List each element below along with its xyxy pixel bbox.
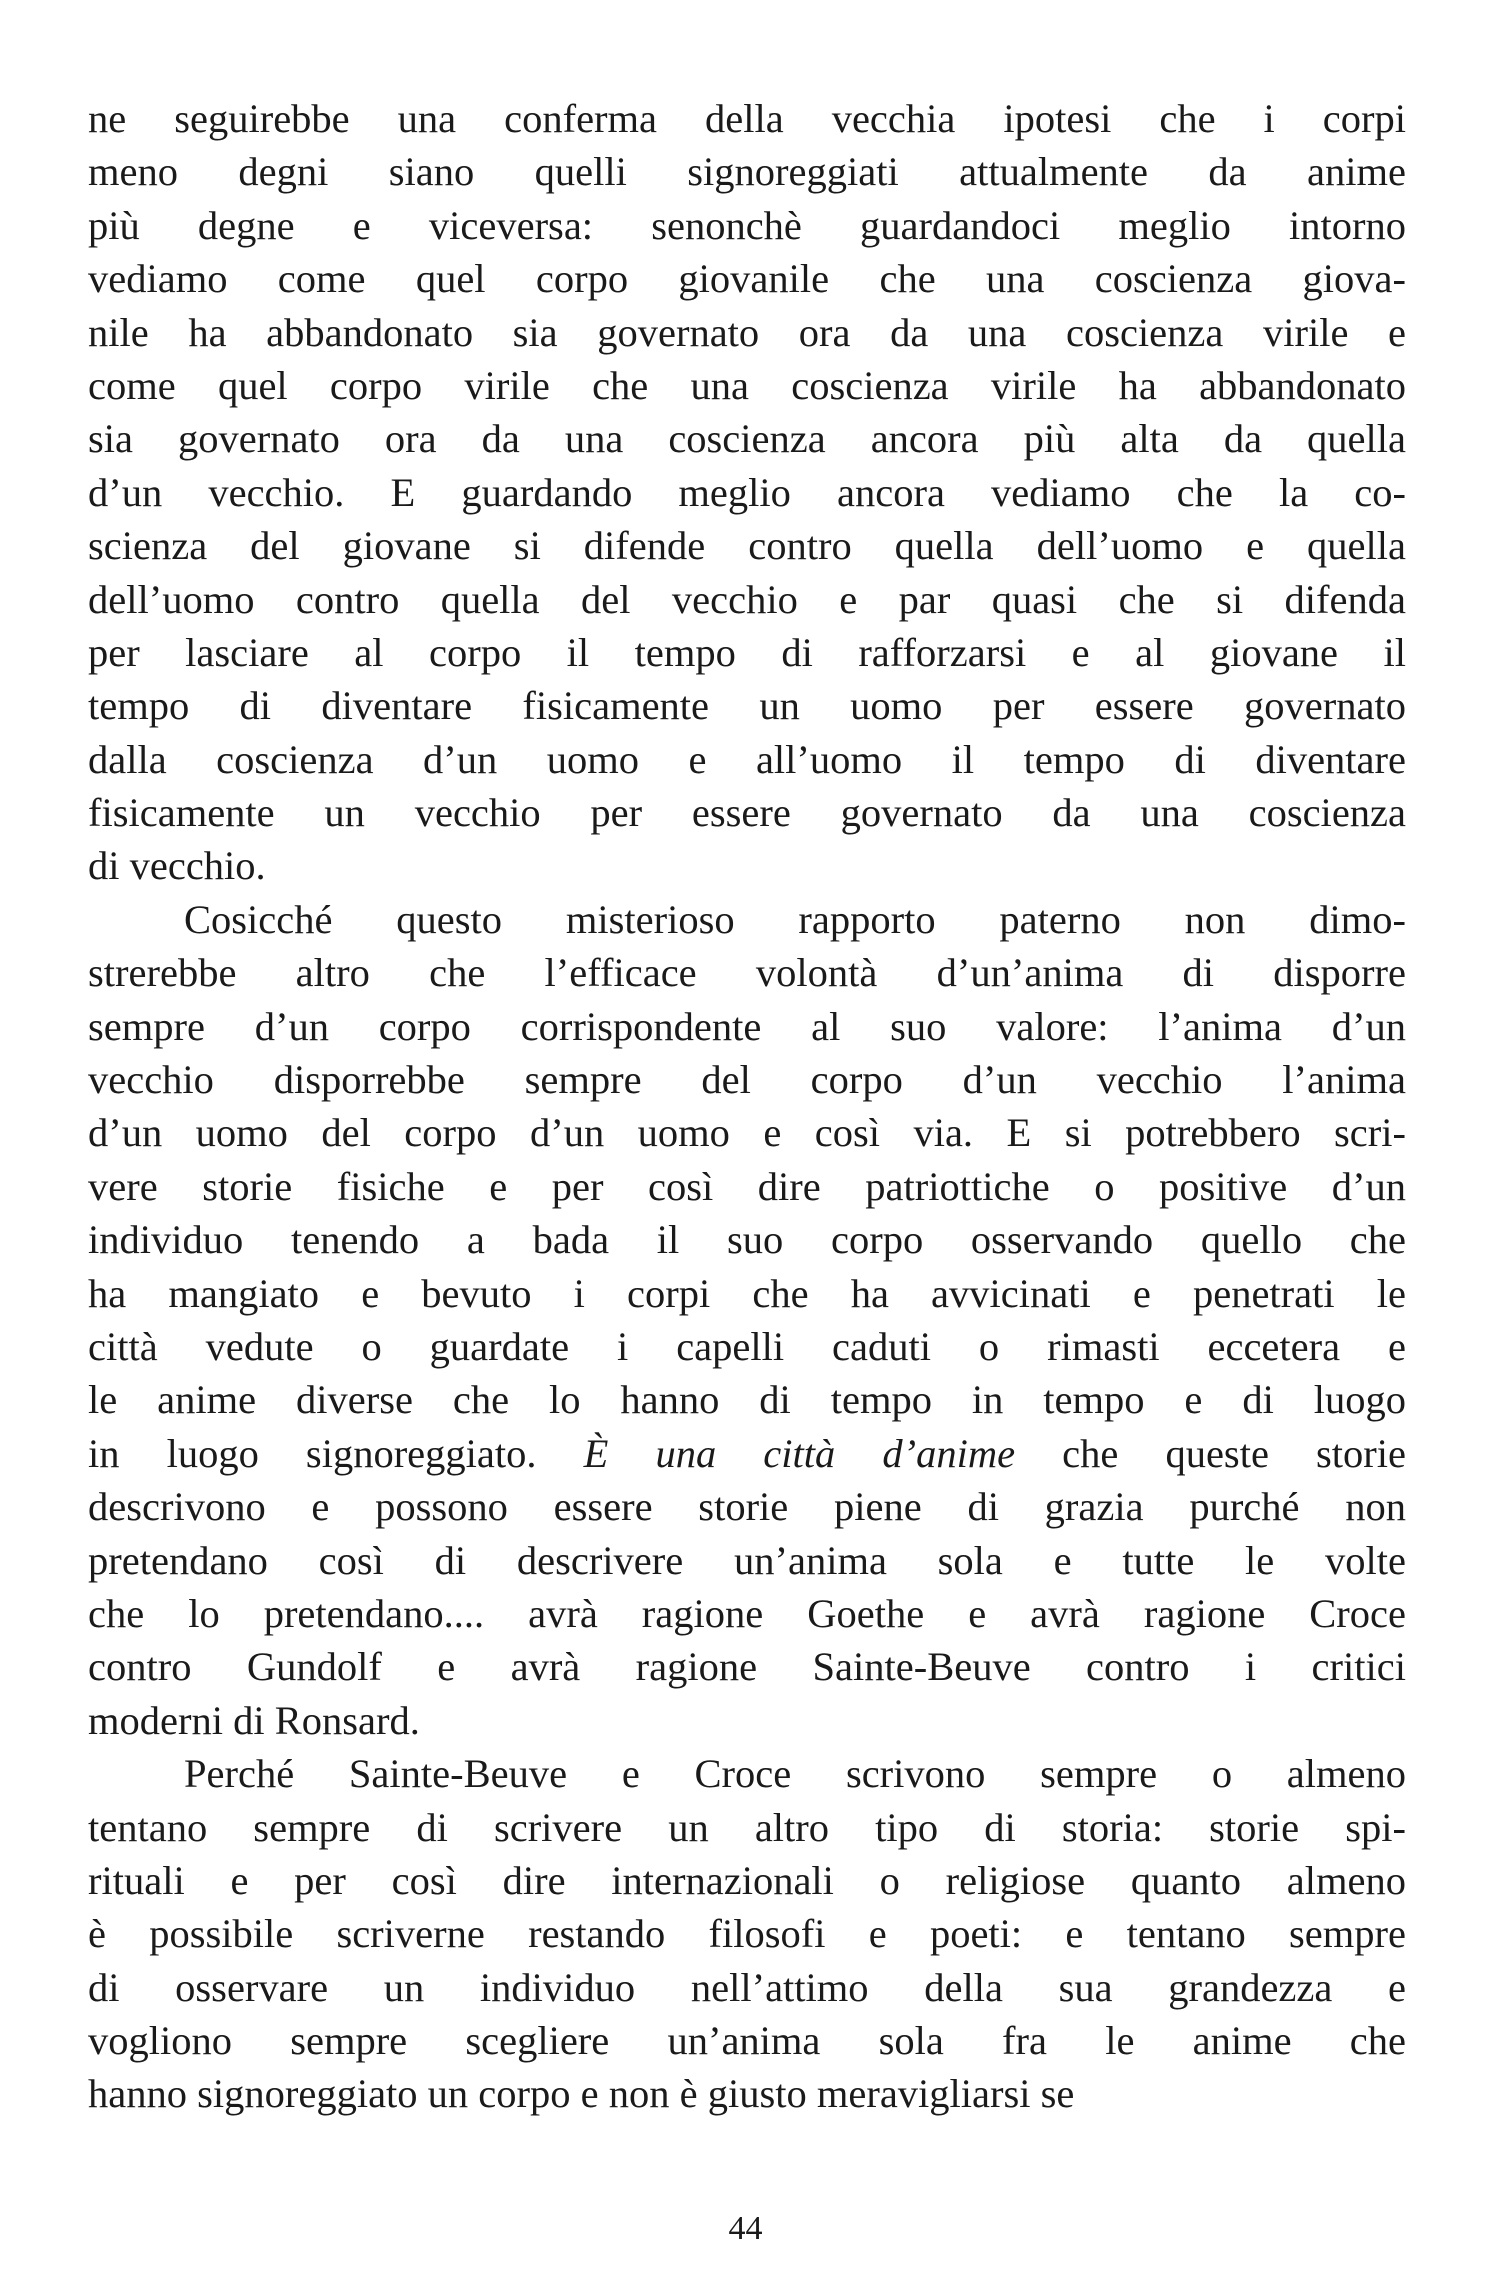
text-line: Perché Sainte-Beuve e Croce scrivono sempre o almeno [184,1751,1406,1797]
text-line: è possibile scriverne restando filosofi e poeti: e tentano sempre [88,1911,1406,1957]
text-line: di osservare un individuo nell’attimo della sua grandezza e [88,1964,1406,2010]
text-line [88,1427,1406,1480]
text-line: scienza del giovane si difende contro quella dell’uomo e quella [88,523,1406,569]
text-line: come quel corpo virile che una coscienza virile ha abbandonato [88,362,1406,408]
italic-phrase: È una città d’anime [583,1430,1016,1476]
text-line: di vecchio. [88,843,266,889]
text-line: città vedute o guardate i capelli caduti o rimasti eccetera e [88,1323,1406,1369]
text-line: vogliono sempre scegliere un’anima sola fra le anime che [88,2018,1406,2064]
text-line: hanno signoreggiato un corpo e non è giusto meravigliarsi se [88,2071,1075,2117]
text-line: d’un vecchio. E guardando meglio ancora vediamo che la co- [88,469,1406,515]
text-line: Cosicché questo misterioso rapporto paterno non dimo- [184,896,1406,942]
text-line: vecchio disporrebbe sempre del corpo d’un vecchio l’anima [88,1057,1406,1103]
text-line: ha mangiato e bevuto i corpi che ha avvicinati e penetrati le [88,1270,1406,1316]
paragraph [88,92,1406,893]
text-line: nile ha abbandonato sia governato ora da una coscienza virile e [88,309,1406,355]
text-line: individuo tenendo a bada il suo corpo osservando quello che [88,1217,1406,1263]
text-line: tentano sempre di scrivere un altro tipo di storia: storie spi- [88,1804,1406,1850]
text-line: moderni di Ronsard. [88,1697,420,1743]
text-line: dalla coscienza d’un uomo e all’uomo il tempo di diventare [88,736,1406,782]
text-line: le anime diverse che lo hanno di tempo in tempo e di luogo [88,1377,1406,1423]
text-line: sia governato ora da una coscienza ancora più alta da quella [88,416,1406,462]
text-line: contro Gundolf e avrà ragione Sainte-Beuve contro i critici [88,1644,1406,1690]
text-line: ne seguirebbe una conferma della vecchia ipotesi che i corpi [88,96,1406,141]
paragraph [88,893,1406,1747]
text-line: pretendano così di descrivere un’anima sola e tutte le volte [88,1537,1406,1583]
text-line: che lo pretendano.... avrà ragione Goethe e avrà ragione Croce [88,1590,1406,1636]
text-line: vere storie fisiche e per così dire patriottiche o positive d’un [88,1163,1406,1209]
text-run: che queste storie [1015,1430,1406,1476]
text-line: meno degni siano quelli signoreggiati attualmente da anime [88,149,1406,195]
text-line: tempo di diventare fisicamente un uomo per essere governato [88,683,1406,729]
text-line: per lasciare al corpo il tempo di rafforzarsi e al giovane il [88,629,1406,675]
text-line: sempre d’un corpo corrispondente al suo valore: l’anima d’un [88,1003,1406,1049]
text-line: vediamo come quel corpo giovanile che una coscienza giova- [88,256,1406,302]
text-line: più degne e viceversa: senonchè guardandoci meglio intorno [88,202,1406,248]
text-line: strerebbe altro che l’efficace volontà d’un’anima di disporre [88,950,1406,996]
text-run: in luogo signoreggiato. [88,1430,584,1476]
text-line: dell’uomo contro quella del vecchio e par quasi che si difenda [88,576,1406,622]
text-line: rituali e per così dire internazionali o religiose quanto almeno [88,1857,1406,1903]
text-line: fisicamente un vecchio per essere governato da una coscienza [88,790,1406,836]
paragraph [88,1747,1406,2121]
text-line: d’un uomo del corpo d’un uomo e così via. E si potrebbero scri- [88,1110,1406,1156]
body-text [88,92,1406,2121]
page-number: 44 [728,2210,763,2247]
text-line: descrivono e possono essere storie piene di grazia purché non [88,1484,1406,1530]
